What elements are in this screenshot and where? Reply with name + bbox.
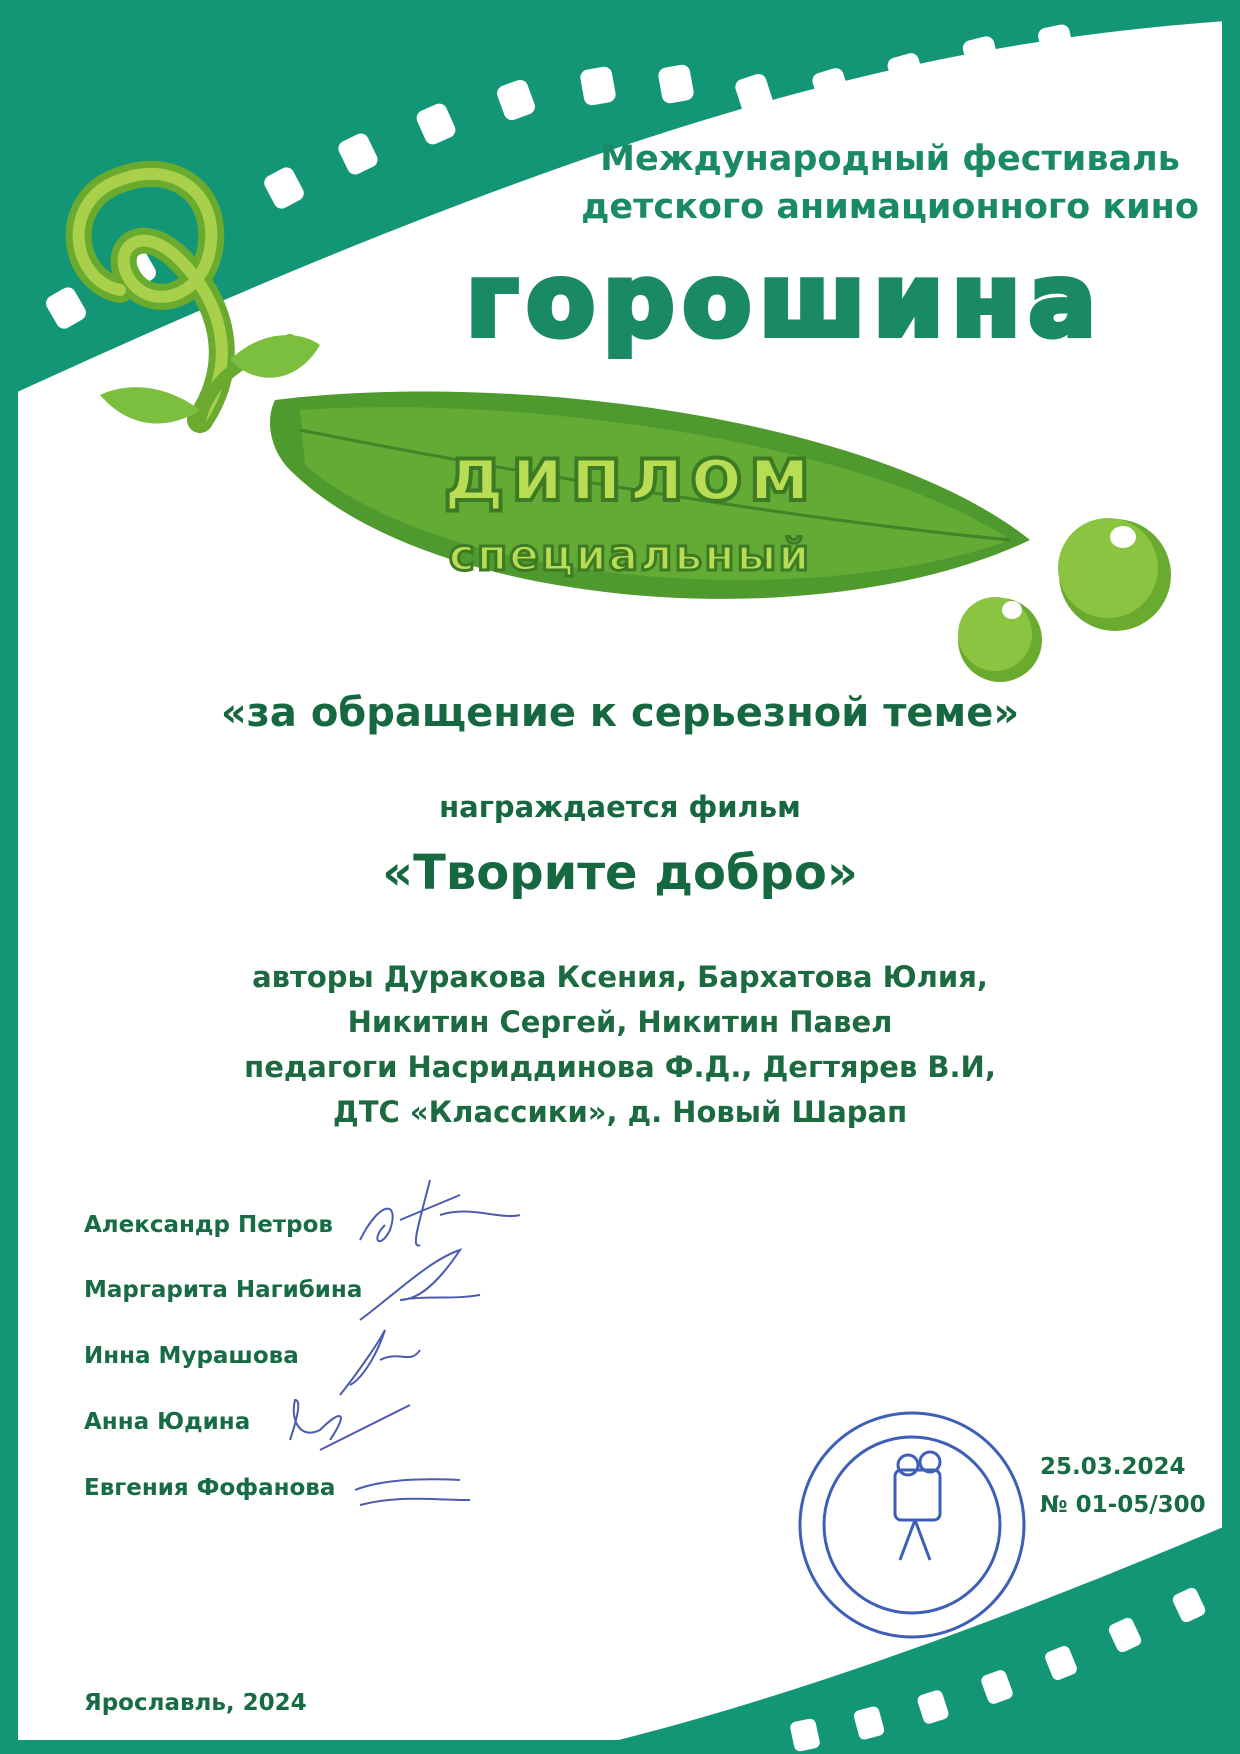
city-year: Ярославль, 2024 bbox=[84, 1690, 307, 1716]
credits-line: Никитин Сергей, Никитин Павел bbox=[347, 1005, 893, 1039]
film-title: «Творите добро» bbox=[382, 845, 858, 901]
festival-name: горошина bbox=[465, 242, 1105, 359]
document-number: № 01-05/300 bbox=[1040, 1492, 1206, 1518]
diploma-title: диплом bbox=[443, 429, 817, 518]
credits-line: авторы Дуракова Ксения, Бархатова Юлия, bbox=[252, 960, 988, 994]
festival-title-line2: детского анимационного кино bbox=[581, 187, 1199, 227]
festival-title bbox=[560, 135, 1220, 231]
credits bbox=[0, 955, 1240, 1135]
signatory-name: Маргарита Нагибина bbox=[84, 1277, 363, 1303]
signatory-name: Александр Петров bbox=[84, 1212, 333, 1238]
awarded-text: награждается фильм bbox=[439, 790, 801, 824]
issue-date: 25.03.2024 bbox=[1040, 1454, 1186, 1480]
festival-stamp bbox=[800, 1413, 1024, 1637]
credits-line: ДТС «Классики», д. Новый Шарап bbox=[332, 1095, 908, 1129]
signatory-name: Анна Юдина bbox=[84, 1409, 251, 1435]
diploma-subtitle: специальный bbox=[448, 530, 812, 581]
nomination: «за обращение к серьезной теме» bbox=[220, 690, 1020, 736]
signatory-name: Евгения Фофанова bbox=[84, 1475, 336, 1501]
signatory-name: Инна Мурашова bbox=[84, 1343, 299, 1369]
credits-line: педагоги Насриддинова Ф.Д., Дегтярев В.И, bbox=[244, 1050, 996, 1084]
festival-title-line1: Международный фестиваль bbox=[600, 139, 1180, 179]
